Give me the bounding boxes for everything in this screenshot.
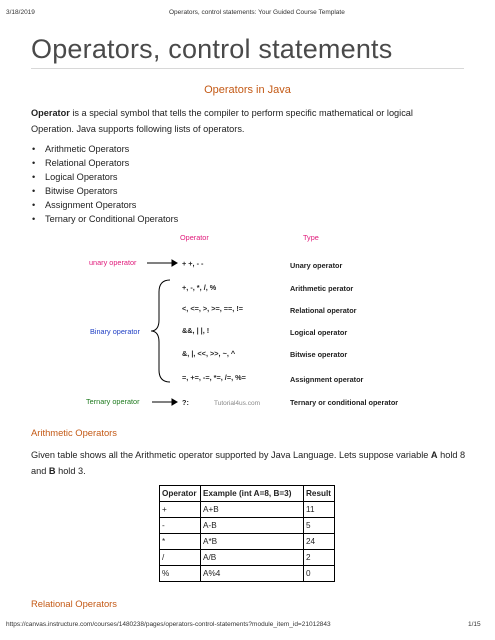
table-header-row: [160, 486, 335, 502]
table-cell: A*B: [201, 534, 304, 550]
bitwise-ops: &, |, <<, >>, ~, ^: [182, 349, 236, 358]
list-item: • Assignment Operators: [32, 198, 178, 212]
binary-label: Binary operator: [90, 327, 140, 336]
table-row: [160, 566, 335, 582]
table-row: [160, 518, 335, 534]
print-url[interactable]: https://canvas.instructure.com/courses/1480238/pages/operators-control-statements?module_item_id=21012843: [6, 621, 331, 628]
diagram-header-operator: Operator: [180, 233, 209, 242]
print-date: 3/18/2019: [6, 9, 35, 16]
page-title: Operators, control statements: [31, 34, 393, 64]
list-item: • Relational Operators: [32, 156, 178, 170]
table-row: [160, 502, 335, 518]
list-item: • Arithmetic Operators: [32, 142, 178, 156]
operator-list: [32, 142, 178, 226]
table-cell: 24: [304, 534, 335, 550]
table-row: [160, 534, 335, 550]
type-unary: Unary operator: [290, 261, 343, 270]
type-logical: Logical operator: [290, 328, 348, 337]
col-header: Example (int A=8, B=3): [201, 486, 304, 502]
intro-text: is a special symbol that tells the compiler to perform specific mathematical or logical Operation. Java supports following lists of operators.: [31, 108, 413, 134]
list-item: • Logical Operators: [32, 170, 178, 184]
print-page-title: Operators, control statements: Your Guided Course Template: [169, 9, 345, 16]
relational-ops: <, <=, >, >=, ==, !=: [182, 304, 244, 313]
unary-ops: + +, - -: [182, 259, 204, 268]
title-divider: [31, 68, 464, 69]
table-cell: *: [160, 534, 201, 550]
print-page-number: 1/15: [468, 621, 481, 628]
type-assignment: Assignment operator: [290, 375, 364, 384]
table-cell: A-B: [201, 518, 304, 534]
arithmetic-paragraph: [31, 447, 469, 479]
arrow-head: [172, 399, 177, 405]
type-ternary: Ternary or conditional operator: [290, 398, 399, 407]
intro-bold-term: Operator: [31, 108, 70, 118]
type-arith: Arithmetic perator: [290, 284, 354, 293]
arith-ops: +, -, *, /, %: [182, 283, 217, 292]
col-header: Operator: [160, 486, 201, 502]
arrow-head: [172, 260, 177, 266]
table-cell: 11: [304, 502, 335, 518]
logical-ops: &&, | |, !: [182, 326, 210, 335]
arith-text-1: Given table shows all the Arithmetic operator supported by Java Language. Lets suppose variable: [31, 450, 431, 460]
ternary-ops: ?:: [182, 398, 189, 407]
type-bitwise: Bitwise operator: [290, 350, 348, 359]
intro-paragraph: [31, 105, 451, 137]
col-header: Result: [304, 486, 335, 502]
assignment-ops: =, +=, -=, *=, /=, %=: [182, 373, 246, 382]
var-b: B: [48, 466, 56, 476]
table-cell: /: [160, 550, 201, 566]
table-cell: 5: [304, 518, 335, 534]
type-relational: Relational operator: [290, 306, 357, 315]
var-a: A: [430, 450, 438, 460]
table-cell: A%4: [201, 566, 304, 582]
arith-text-3: hold 3.: [55, 466, 86, 476]
arithmetic-table: [159, 485, 335, 582]
table-cell: A+B: [201, 502, 304, 518]
relational-heading: Relational Operators: [31, 598, 117, 609]
list-item: • Bitwise Operators: [32, 184, 178, 198]
binary-brace: [152, 280, 170, 382]
table-row: [160, 550, 335, 566]
arith-text-2: hold 8 and: [31, 450, 466, 476]
table-cell: +: [160, 502, 201, 518]
diagram-watermark: Tutorial4us.com: [214, 400, 260, 407]
table-cell: -: [160, 518, 201, 534]
arithmetic-heading: Arithmetic Operators: [31, 427, 117, 438]
ternary-label: Ternary operator: [86, 397, 140, 406]
section-subtitle: Operators in Java: [204, 84, 291, 96]
table-cell: A/B: [201, 550, 304, 566]
table-cell: %: [160, 566, 201, 582]
diagram-header-type: Type: [303, 233, 319, 242]
unary-label: unary operator: [89, 258, 137, 267]
list-item: • Ternary or Conditional Operators: [32, 212, 178, 226]
table-cell: 0: [304, 566, 335, 582]
table-cell: 2: [304, 550, 335, 566]
